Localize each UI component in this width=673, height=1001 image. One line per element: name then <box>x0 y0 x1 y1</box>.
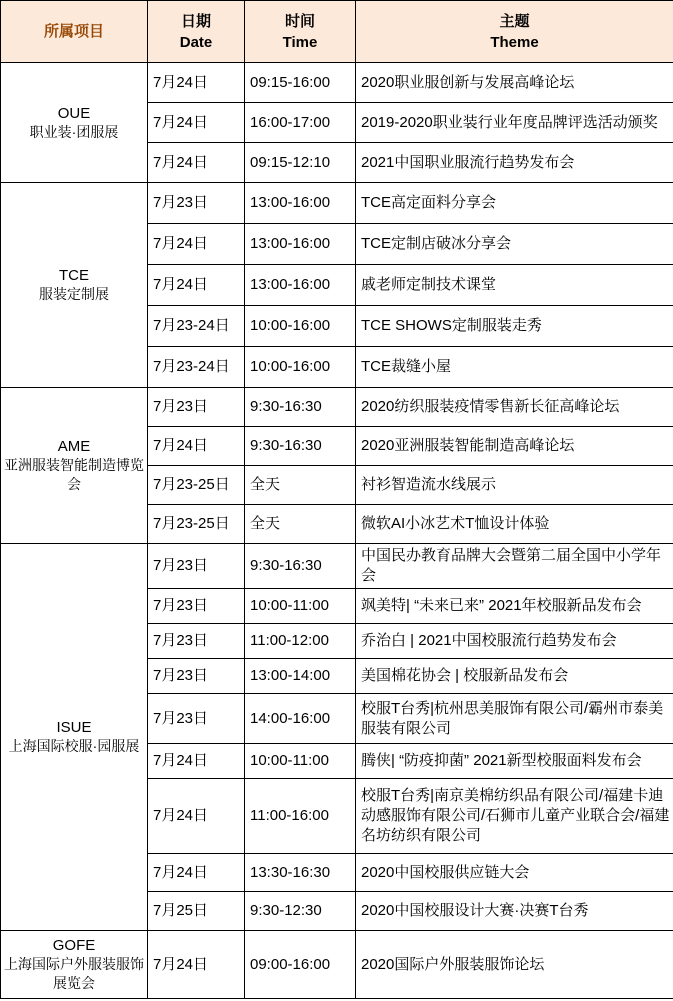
theme-cell: 戚老师定制技术课堂 <box>356 265 673 306</box>
theme-cell: TCE定制店破冰分享会 <box>356 224 673 265</box>
date-cell: 7月24日 <box>148 931 245 999</box>
theme-cell: TCE SHOWS定制服装走秀 <box>356 306 673 347</box>
date-cell: 7月23-24日 <box>148 306 245 347</box>
theme-cell: 2020纺织服装疫情零售新长征高峰论坛 <box>356 388 673 427</box>
header-theme <box>356 1 673 63</box>
time-cell: 13:00-14:00 <box>245 659 356 694</box>
time-cell: 09:00-16:00 <box>245 931 356 999</box>
date-cell: 7月24日 <box>148 744 245 779</box>
theme-cell: 美国棉花协会 | 校服新品发布会 <box>356 659 673 694</box>
theme-cell: 2020职业服创新与发展高峰论坛 <box>356 63 673 103</box>
time-cell: 全天 <box>245 466 356 505</box>
theme-cell: 腾侠| “防疫抑菌” 2021新型校服面料发布会 <box>356 744 673 779</box>
header-date <box>148 1 245 63</box>
date-cell: 7月24日 <box>148 854 245 892</box>
time-cell: 13:00-16:00 <box>245 265 356 306</box>
date-cell: 7月23日 <box>148 694 245 744</box>
time-cell: 9:30-16:30 <box>245 427 356 466</box>
date-cell: 7月23-24日 <box>148 347 245 388</box>
theme-cell: 校服T台秀|杭州思美服饰有限公司/霸州市泰美服装有限公司 <box>356 694 673 744</box>
project-cell-oue <box>1 63 148 183</box>
header-time <box>245 1 356 63</box>
time-cell: 11:00-12:00 <box>245 624 356 659</box>
time-cell: 13:30-16:30 <box>245 854 356 892</box>
section-subtitle: 亚洲服装智能制造博览会 <box>4 457 144 492</box>
section-name: ISUE <box>56 719 92 736</box>
theme-cell: 2020中国校服设计大赛·决赛T台秀 <box>356 892 673 931</box>
time-cell: 10:00-16:00 <box>245 347 356 388</box>
theme-cell: 2019-2020职业装行业年度品牌评选活动颁奖 <box>356 103 673 143</box>
theme-cell: 微软AI小冰艺术T恤设计体验 <box>356 505 673 544</box>
time-cell: 14:00-16:00 <box>245 694 356 744</box>
table-row <box>1 63 673 103</box>
theme-cell: 2020亚洲服装智能制造高峰论坛 <box>356 427 673 466</box>
header-theme-en: Theme <box>490 33 539 51</box>
section-subtitle: 职业装·团服展 <box>29 123 119 140</box>
time-cell: 全天 <box>245 505 356 544</box>
theme-cell: 2020中国校服供应链大会 <box>356 854 673 892</box>
date-cell: 7月24日 <box>148 224 245 265</box>
header-date-en: Date <box>179 33 213 51</box>
time-cell: 10:00-16:00 <box>245 306 356 347</box>
date-cell: 7月23日 <box>148 624 245 659</box>
header-project-label: 所属项目 <box>43 23 104 40</box>
date-cell: 7月23-25日 <box>148 466 245 505</box>
theme-cell: 衬衫智造流水线展示 <box>356 466 673 505</box>
time-cell: 9:30-16:30 <box>245 388 356 427</box>
date-cell: 7月23日 <box>148 544 245 589</box>
date-cell: 7月24日 <box>148 265 245 306</box>
time-cell: 09:15-16:00 <box>245 63 356 103</box>
project-cell-gofe <box>1 931 148 999</box>
date-cell: 7月23日 <box>148 183 245 224</box>
date-cell: 7月24日 <box>148 63 245 103</box>
header-time-en: Time <box>282 33 318 51</box>
section-subtitle: 上海国际校服·园服展 <box>8 738 140 754</box>
date-cell: 7月24日 <box>148 143 245 183</box>
project-cell-tce <box>1 183 148 388</box>
section-subtitle: 服装定制展 <box>39 286 109 302</box>
header-project <box>1 1 148 63</box>
section-name: AME <box>57 438 91 455</box>
theme-cell: 中国民办教育品牌大会暨第二届全国中小学年会 <box>356 544 673 589</box>
table-row <box>1 388 673 427</box>
time-cell: 10:00-11:00 <box>245 589 356 624</box>
section-subtitle: 上海国际户外服装服饰展览会 <box>4 956 144 991</box>
table-row <box>1 931 673 999</box>
header-theme-cn: 主题 <box>499 12 530 30</box>
date-cell: 7月23日 <box>148 659 245 694</box>
header-date-cn: 日期 <box>180 12 211 30</box>
time-cell: 13:00-16:00 <box>245 224 356 265</box>
theme-cell: 2021中国职业服流行趋势发布会 <box>356 143 673 183</box>
theme-cell: 校服T台秀|南京美棉纺织品有限公司/福建卡迪动感服饰有限公司/石狮市儿童产业联合会/福建名坊纺织有限公司 <box>356 779 673 854</box>
table-row <box>1 183 673 224</box>
theme-cell: TCE高定面料分享会 <box>356 183 673 224</box>
project-cell-ame <box>1 388 148 544</box>
date-cell: 7月23日 <box>148 388 245 427</box>
time-cell: 10:00-11:00 <box>245 744 356 779</box>
section-name: TCE <box>59 267 89 284</box>
time-cell: 11:00-16:00 <box>245 779 356 854</box>
theme-cell: 飒美特| “未来已来” 2021年校服新品发布会 <box>356 589 673 624</box>
header-time-cn: 时间 <box>284 12 315 30</box>
time-cell: 9:30-16:30 <box>245 544 356 589</box>
theme-cell: TCE裁缝小屋 <box>356 347 673 388</box>
time-cell: 09:15-12:10 <box>245 143 356 183</box>
date-cell: 7月24日 <box>148 103 245 143</box>
date-cell: 7月25日 <box>148 892 245 931</box>
time-cell: 13:00-16:00 <box>245 183 356 224</box>
date-cell: 7月23日 <box>148 589 245 624</box>
date-cell: 7月24日 <box>148 779 245 854</box>
table-row <box>1 544 673 589</box>
date-cell: 7月24日 <box>148 427 245 466</box>
date-cell: 7月23-25日 <box>148 505 245 544</box>
theme-cell: 乔治白 | 2021中国校服流行趋势发布会 <box>356 624 673 659</box>
theme-cell: 2020国际户外服装服饰论坛 <box>356 931 673 999</box>
header-row <box>1 1 673 63</box>
section-name: GOFE <box>52 937 96 954</box>
time-cell: 9:30-12:30 <box>245 892 356 931</box>
project-cell-isue <box>1 544 148 931</box>
section-name: OUE <box>57 104 91 122</box>
time-cell: 16:00-17:00 <box>245 103 356 143</box>
